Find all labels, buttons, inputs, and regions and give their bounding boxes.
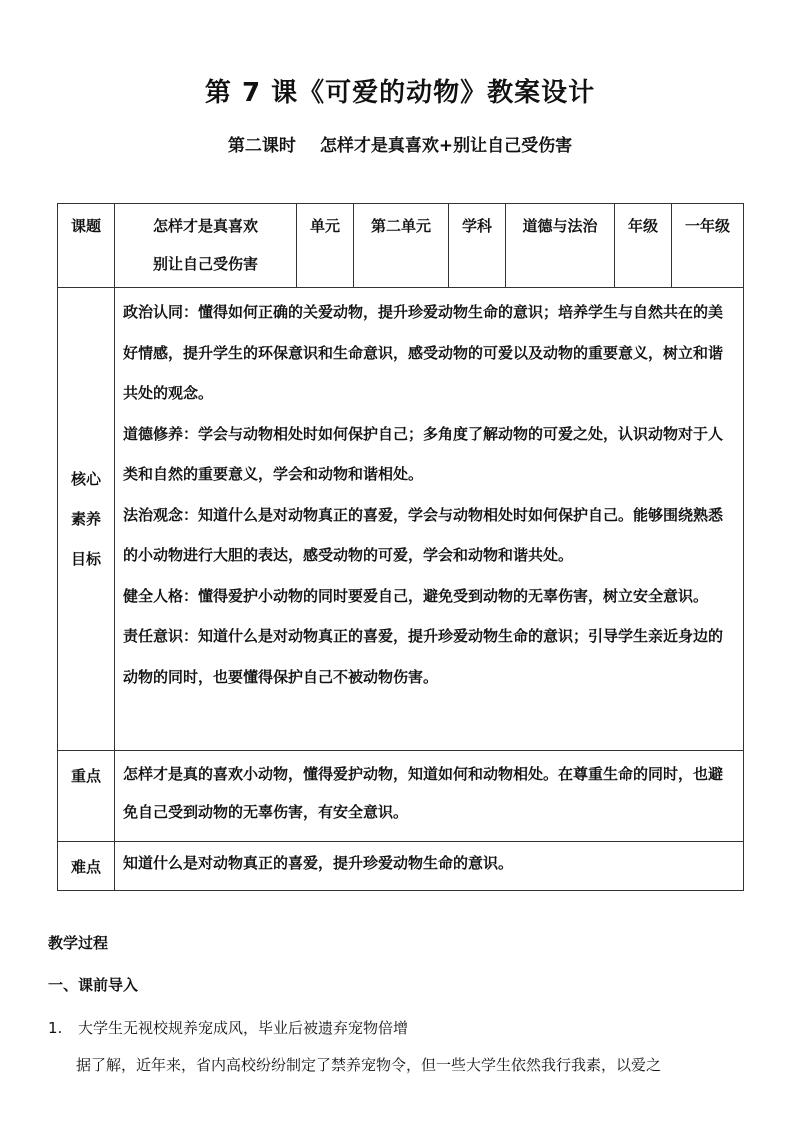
core-goal-legal: 法治观念：知道什么是对动物真正的喜爱，学会与动物相处时如何保护自己。能够围绕熟悉的小动物进行大胆的表达，感受动物的可爱，学会和动物和谐共处。	[123, 505, 724, 564]
core-label-3: 目标	[70, 550, 101, 568]
topic-value-cell	[115, 204, 297, 288]
core-goals-content	[115, 288, 744, 751]
difficulty-row	[58, 842, 744, 891]
process-heading: 教学过程	[48, 934, 109, 952]
grade-label: 年级	[627, 217, 658, 235]
unit-label-cell	[297, 204, 354, 288]
difficulty-text: 知道什么是对动物真正的喜爱，提升珍爱动物生命的意识。	[115, 842, 744, 891]
unit-value-cell	[354, 204, 449, 288]
subject-label-cell	[449, 204, 506, 288]
document-subtitle	[0, 131, 800, 156]
document-title: 第 7 课《可爱的动物》教案设计	[204, 78, 596, 108]
list-item-text: 大学生无视校规养宠成风，毕业后被遗弃宠物倍增	[78, 1019, 409, 1037]
subtitle-lesson: 第二课时	[227, 136, 296, 156]
topic-line-1: 怎样才是真喜欢	[152, 217, 258, 235]
subject-value-cell	[506, 204, 615, 288]
core-goals-label-cell	[58, 288, 115, 751]
topic-label: 课题	[70, 217, 101, 235]
core-goals-row	[58, 288, 744, 751]
key-points-text: 怎样才是真的喜欢小动物，懂得爱护动物，知道如何和动物相处。在尊重生命的同时，也避免自己受到动物的无辜伤害，有安全意识。	[115, 751, 744, 842]
topic-line-2: 别让自己受伤害	[152, 255, 258, 273]
lesson-plan-table	[57, 203, 744, 891]
core-goal-personality: 健全人格：懂得爱护小动物的同时要爱自己，避免受到动物的无辜伤害，树立安全意识。	[123, 586, 709, 605]
table-header-row	[58, 204, 744, 288]
grade-value-cell	[672, 204, 744, 288]
list-item-1	[48, 1017, 748, 1038]
subject-label: 学科	[461, 217, 492, 235]
difficulty-label: 难点	[58, 842, 115, 891]
section-heading-intro: 一、课前导入	[48, 976, 139, 994]
unit-value: 第二单元	[370, 217, 431, 235]
topic-label-cell	[58, 204, 115, 288]
unit-label: 单元	[309, 217, 340, 235]
core-label-1: 核心	[70, 470, 101, 488]
body-paragraph: 据了解，近年来，省内高校纷纷制定了禁养宠物令，但一些大学生依然我行我素，以爱之	[76, 1056, 662, 1074]
core-goal-responsibility: 责任意识：知道什么是对动物真正的喜爱，提升珍爱动物生命的意识；引导学生亲近身边的动物的同时，也要懂得保护自己不被动物伤害。	[123, 627, 724, 686]
list-item-number: 1.	[48, 1019, 63, 1037]
grade-value: 一年级	[684, 217, 730, 235]
core-label-2: 素养	[70, 510, 101, 528]
subject-value: 道德与法治	[522, 217, 598, 235]
grade-label-cell	[615, 204, 672, 288]
core-goal-moral: 道德修养：学会与动物相处时如何保护自己；多角度了解动物的可爱之处，认识动物对于人类和自然的重要意义，学会和动物和谐相处。	[123, 424, 724, 483]
key-points-label: 重点	[58, 751, 115, 842]
core-goal-political: 政治认同：懂得如何正确的关爱动物，提升珍爱动物生命的意识；培养学生与自然共在的美好情感，提升学生的环保意识和生命意识，感受动物的可爱以及动物的重要意义，树立和谐共处的观念。	[123, 303, 724, 402]
key-points-row	[58, 751, 744, 842]
subtitle-topic: 怎样才是真喜欢+别让自己受伤害	[319, 136, 573, 156]
